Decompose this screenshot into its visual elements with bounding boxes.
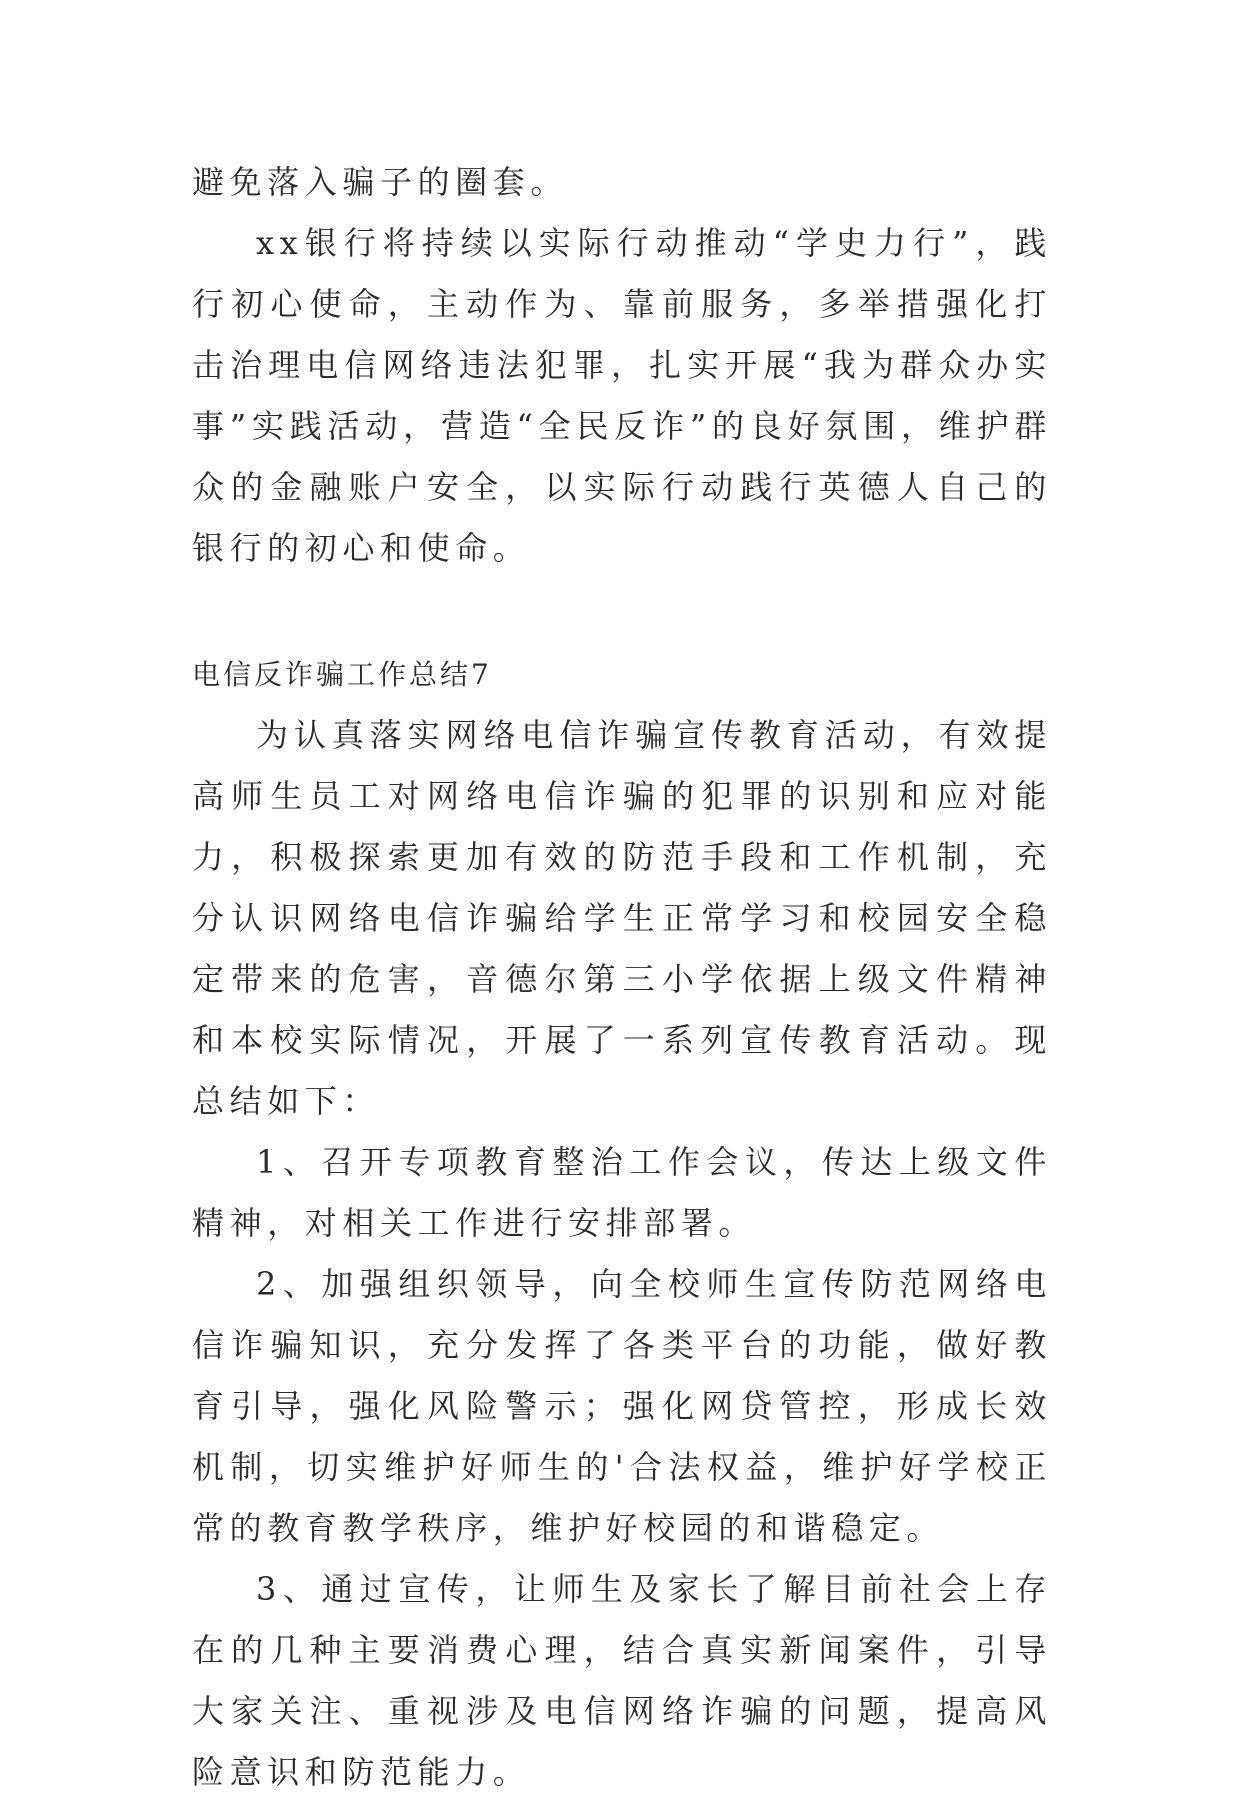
paragraph-item-1: 1、召开专项教育整治工作会议，传达上级文件精神，对相关工作进行安排部署。 [192,1143,1052,1242]
section-spacer [192,579,1052,644]
paragraph-intro: 为认真落实网络电信诈骗宣传教育活动，有效提高师生员工对网络电信诈骗的犯罪的识别和应对能力，积极探索更加有效的防范手段和工作机制，充分认识网络电信诈骗给学生正常学习和校园安全稳定带来的危害，音德尔第三小学依据上级文件精神和本校实际情况，开展了一系列宣传教育活动。现总结如下： [192,716,1052,1120]
paragraph-item-2: 2、加强组织领导，向全校师生宣传防范网络电信诈骗知识，充分发挥了各类平台的功能，做好教育引导，强化风险警示；强化网贷管控，形成长效机制，切实维护好师生的'合法权益，维护好学校正常的教育教学秩序，维护好校园的和谐稳定。 [192,1265,1052,1547]
section-heading: 电信反诈骗工作总结7 [192,658,492,691]
paragraph-bank-commitment: xx银行将持续以实际行动推动“学史力行”，践行初心使命，主动作为、靠前服务，多举措强化打击治理电信网络违法犯罪，扎实开展“我为群众办实事”实践活动，营造“全民反诈”的良好氛围，维护群众的金融账户安全，以实际行动践行英德人自己的银行的初心和使命。 [192,224,1052,567]
paragraph-item-3: 3、通过宣传，让师生及家长了解目前社会上存在的几种主要消费心理，结合真实新闻案件，引导大家关注、重视涉及电信网络诈骗的问题，提高风险意识和防范能力。 [192,1570,1052,1791]
paragraph-continuation: 避免落入骗子的圈套。 [192,163,569,201]
document-body [192,152,1052,1803]
